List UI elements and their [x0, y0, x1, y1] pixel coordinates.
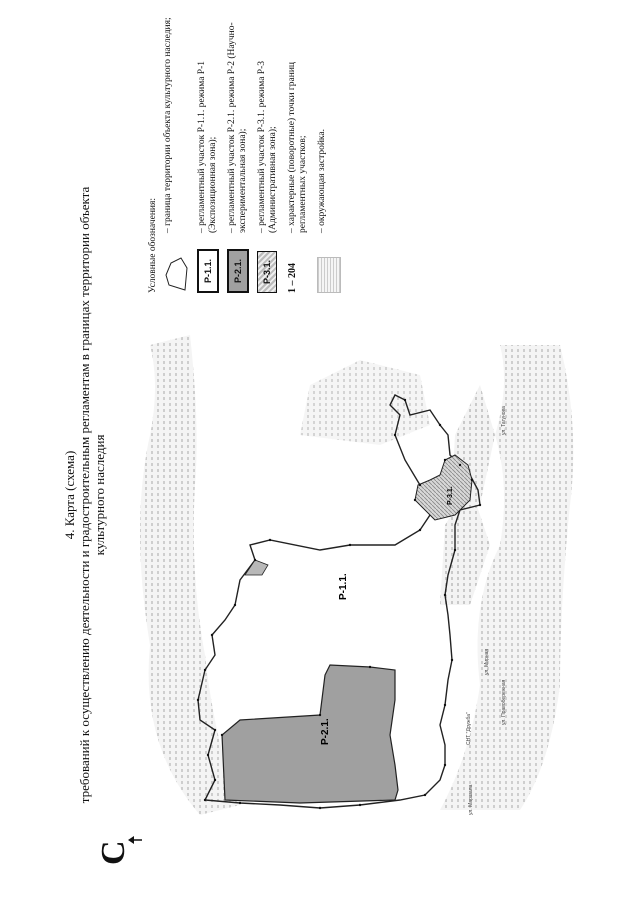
zone-strip — [245, 560, 268, 575]
legend-symbol-points: 1 – 204 — [287, 263, 298, 293]
legend-text-buildings: – окружающая застройка. — [317, 129, 327, 233]
legend — [148, 3, 349, 293]
legend-item-p31 — [257, 3, 279, 293]
legend-text-p11: – регламентный участок Р-1.1. режима Р-1 (Экспозиционная зона); — [197, 60, 218, 233]
street-label-4: ул. Правобережная — [501, 679, 507, 725]
street-label-5: СНТ "Дружба" — [466, 712, 472, 745]
legend-item-p21 — [227, 3, 249, 293]
street-label-2: ул. Мирная — [484, 648, 490, 675]
street-label-1: ул. Тагунова — [501, 406, 507, 435]
boundary-icon — [163, 255, 189, 293]
street-label-3: ул. Маршала — [468, 784, 474, 815]
north-letter: С — [95, 840, 132, 865]
buildings-icon — [317, 257, 341, 293]
title-line-1: 4. Карта (схема) — [62, 450, 77, 540]
zone-label-p21: Р-2.1. — [320, 718, 331, 745]
legend-item-points — [287, 3, 309, 293]
legend-item-boundary — [163, 3, 189, 293]
legend-symbol-p11: Р-1.1. — [197, 249, 219, 293]
legend-symbol-p21: Р-2.1. — [227, 249, 249, 293]
legend-text-p21: – регламентный участок Р-2.1. режима Р-2 (Научно-экспериментальная зона); — [227, 22, 248, 233]
title-line-2: требований к осуществлению деятельности и градостроительным регламентам в границах территории объекта — [77, 186, 92, 804]
legend-text-boundary: – граница территории объекта культурного наследия; — [163, 17, 173, 233]
legend-text-p31: – регламентный участок Р-3.1. режима Р-3 (Административная зона); — [257, 60, 278, 233]
legend-item-p11 — [197, 3, 219, 293]
title-line-3: культурного наследия — [92, 434, 107, 556]
legend-text-points: – характерные (поворотные) точки границ регламентных участков; — [287, 61, 308, 233]
zone-label-p31: Р-3.1. — [447, 486, 454, 505]
legend-item-buildings — [317, 3, 341, 293]
legend-heading: Условные обозначения: — [148, 197, 158, 293]
legend-symbol-p31: Р-3.1. — [257, 251, 277, 293]
zone-p21 — [222, 665, 398, 803]
zone-label-p11: Р-1.1. — [338, 573, 349, 600]
